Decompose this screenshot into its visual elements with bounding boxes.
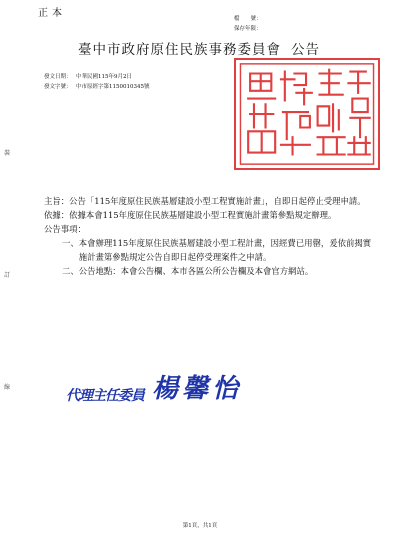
page-title — [78, 38, 320, 58]
official-seal — [234, 58, 380, 170]
notice-item-2 — [44, 264, 374, 278]
binding-mark-top: 裝 — [4, 150, 11, 157]
subject-paragraph — [44, 194, 374, 208]
file-info — [234, 14, 262, 34]
item-number: 一、 — [62, 238, 79, 248]
number-label: 發文字號： — [44, 84, 72, 90]
signature-block — [66, 368, 242, 405]
basis-head: 依據： — [44, 210, 70, 220]
item-text: 公告地點：本會公告欄、本市各區公所公告欄及本會官方網站。 — [78, 266, 314, 276]
page-number: 第1頁，共1頁 — [182, 523, 218, 529]
subject-head: 主旨： — [44, 196, 70, 206]
signatory-name: 楊馨怡 — [152, 374, 243, 404]
number-value: 中市原經字第1150010345號 — [76, 84, 150, 90]
basis-paragraph — [44, 208, 374, 222]
binding-mark-mid: 訂 — [4, 272, 11, 279]
doc-meta — [44, 72, 150, 92]
document-body — [44, 194, 374, 278]
binding-mark-bottom: 線 — [4, 384, 11, 391]
notice-heading — [44, 222, 374, 236]
file-number-label: 檔 號： — [234, 16, 262, 22]
item-number: 二、 — [62, 266, 79, 276]
signatory-role: 代理主任委員 — [66, 388, 144, 404]
agency-name: 臺中市政府原住民族事務委員會 — [78, 42, 281, 58]
date-value: 中華民國115年9月2日 — [76, 74, 132, 80]
retention-label: 保存年限： — [234, 26, 262, 32]
date-label: 發文日期： — [44, 74, 72, 80]
copy-mark: 正本 — [38, 8, 66, 19]
notice-head: 公告事項： — [44, 224, 86, 234]
notice-item-1 — [44, 236, 374, 264]
subject-text: 公告「115年度原住民族基層建設小型工程實施計畫」，自即日起停止受理申請。 — [69, 196, 366, 206]
seal-graphic — [236, 60, 378, 168]
doc-type: 公告 — [291, 42, 320, 58]
item-text: 本會辦理115年度原住民族基層建設小型工程計畫，因經費已用罄，爰依前揭實施計畫第參點規定公告自即日起停受理案件之申請。 — [78, 238, 372, 262]
basis-text: 依據本會115年度原住民族基層建設小型工程實施計畫第參點規定辦理。 — [69, 210, 337, 220]
